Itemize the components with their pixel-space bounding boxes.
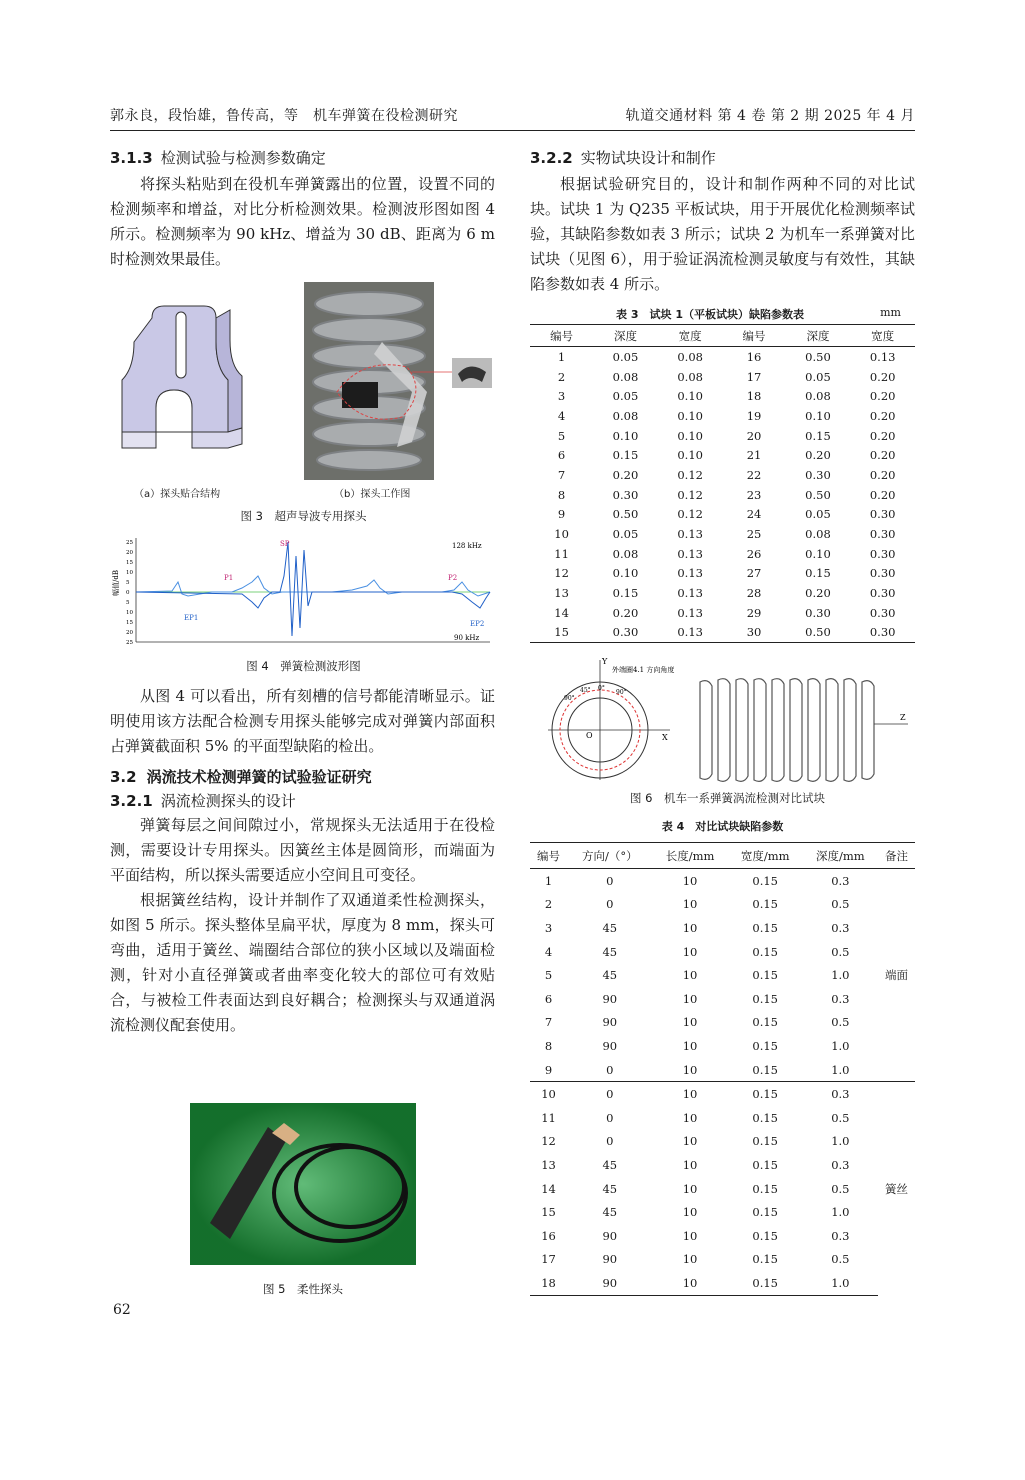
table-cell: 24 <box>746 507 762 522</box>
table-cell: 10 <box>682 873 698 888</box>
table-4-grid <box>530 842 915 1296</box>
table-cell: 90 <box>602 1252 618 1267</box>
table-cell: 0.15 <box>728 1058 803 1082</box>
table-cell: 0.30 <box>850 623 915 643</box>
figure-5 <box>190 1103 416 1303</box>
table-cell: 18 <box>746 389 762 404</box>
table-cell: 10 <box>682 1015 698 1030</box>
table-cell: 0.30 <box>805 605 831 620</box>
table-cell: 17 <box>541 1252 556 1267</box>
mark-ep1: EP1 <box>184 614 199 622</box>
table-cell: 11 <box>541 1110 556 1125</box>
table-cell: 0.3 <box>831 1157 850 1172</box>
table-cell: 0.15 <box>805 566 831 581</box>
label-128khz: 128 kHz <box>452 542 482 550</box>
angle-label: 45° <box>580 687 591 694</box>
table-cell: 22 <box>746 467 762 482</box>
table-cell: 0.3 <box>831 991 850 1006</box>
table-cell: 0.15 <box>752 897 778 912</box>
running-header-right: 轨道交通材料 第 4 卷 第 2 期 2025 年 4 月 <box>625 108 915 124</box>
table-cell: 0 <box>606 1110 614 1125</box>
y-tick-label: 10 <box>126 610 133 616</box>
table-cell: 0.12 <box>677 467 703 482</box>
figure-4-caption: 图 4 弹簧检测波形图 <box>246 659 361 673</box>
table-cell: 0.15 <box>752 944 778 959</box>
table-cell: 10 <box>682 920 698 935</box>
figure-6 <box>540 652 915 812</box>
table-cell: 9 <box>557 507 566 522</box>
figure-4 <box>112 536 495 676</box>
table-cell: 45 <box>602 1181 618 1196</box>
table-cell: 0.3 <box>831 920 850 935</box>
table-cell: 0.15 <box>752 1087 778 1102</box>
table-row <box>530 445 915 465</box>
table-row <box>530 505 915 525</box>
table-cell: 12 <box>541 1134 556 1149</box>
table-cell: 0.5 <box>831 1181 850 1196</box>
table-cell: 0.08 <box>612 408 639 423</box>
table-cell: 0.15 <box>805 428 831 443</box>
table-row <box>530 347 915 367</box>
table-cell: 0.3 <box>831 1228 850 1243</box>
table-cell: 0.10 <box>612 428 639 443</box>
mark-p2: P2 <box>448 574 458 582</box>
table-cell: 0.05 <box>805 369 831 384</box>
table-cell: 13 <box>541 1157 556 1172</box>
table-cell: 0.10 <box>677 408 703 423</box>
table-cell: 1 <box>544 873 553 888</box>
table-row <box>530 564 915 584</box>
table-cell: 14 <box>541 1181 556 1196</box>
table-row <box>530 544 915 564</box>
table-cell: 14 <box>554 605 569 620</box>
table-cell: 18 <box>530 1271 567 1295</box>
table-cell: 23 <box>746 487 762 502</box>
table-cell: 29 <box>746 605 762 620</box>
table-row <box>530 963 915 987</box>
figure-3a-label: （a）探头贴合结构 <box>134 489 221 500</box>
table-cell: 0.50 <box>805 487 831 502</box>
table-cell: 0.50 <box>612 507 639 522</box>
table-cell: 0.13 <box>677 566 703 581</box>
table-cell: 12 <box>554 566 569 581</box>
table-row <box>530 367 915 387</box>
figure-6-caption: 图 6 机车一系弹簧涡流检测对比试块 <box>630 791 825 805</box>
table-cell: 90 <box>602 1228 618 1243</box>
table-cell: 0.05 <box>805 507 831 522</box>
table-cell: 0.10 <box>677 389 703 404</box>
table-cell: 0.08 <box>805 389 831 404</box>
header-rule <box>110 130 915 131</box>
table-cell: 10 <box>652 1058 727 1082</box>
table-cell: 0.13 <box>677 605 703 620</box>
table-cell: 45 <box>602 1157 618 1172</box>
remark-cell: 簧丝 <box>884 1181 908 1196</box>
table-cell: 0.08 <box>612 546 639 561</box>
table-cell: 10 <box>682 1134 698 1149</box>
table-cell: 10 <box>652 1271 727 1295</box>
table-row <box>530 893 915 917</box>
section-3-2-1-heading: 3.2.1 涡流检测探头的设计 <box>110 792 296 810</box>
table-cell: 21 <box>746 448 762 463</box>
table-cell: 0.50 <box>805 349 831 364</box>
table-row <box>530 465 915 485</box>
table-cell: 0.20 <box>869 467 896 482</box>
table-cell: 0.10 <box>677 428 703 443</box>
table-cell: 0.13 <box>677 586 703 601</box>
table-cell: 0.30 <box>869 605 896 620</box>
probe-model-illustration <box>122 306 242 448</box>
table-cell: 10 <box>682 1205 698 1220</box>
table-3-grid <box>530 324 915 643</box>
table-cell: 19 <box>746 408 762 423</box>
axis-x: X <box>662 733 668 742</box>
table-3-caption: 表 3 试块 1（平板试块）缺陷参数表 <box>616 308 804 321</box>
table-cell: 0.12 <box>677 507 703 522</box>
table-cell: 20 <box>746 428 762 443</box>
table-row <box>530 1082 915 1106</box>
table-cell: 28 <box>746 586 762 601</box>
table-cell: 0.15 <box>752 1228 778 1243</box>
right-column <box>530 146 915 297</box>
table-cell: 10 <box>682 1252 698 1267</box>
angle-label: 90° <box>616 689 627 696</box>
running-header-left: 郭永良，段怡雄，鲁传高，等 机车弹簧在役检测研究 <box>110 108 458 124</box>
label-90khz: 90 kHz <box>454 634 480 642</box>
table-cell: 0.3 <box>831 873 850 888</box>
table-cell: 0.10 <box>677 448 703 463</box>
table-cell: 7 <box>544 1015 553 1030</box>
table-cell: 0.20 <box>805 448 831 463</box>
table-3-header: 深度 <box>786 325 851 347</box>
table-cell: 26 <box>746 546 762 561</box>
table-4-header: 编号 <box>530 843 567 869</box>
table-cell: 0.20 <box>869 389 896 404</box>
table-cell: 0.15 <box>752 1038 778 1053</box>
table-cell: 0.08 <box>805 527 831 542</box>
table-row <box>530 1011 915 1035</box>
table-cell: 0.13 <box>869 349 896 364</box>
table-row <box>530 1034 915 1058</box>
table-cell: 0 <box>567 1058 652 1082</box>
table-cell: 8 <box>544 1038 553 1053</box>
table-4-header: 长度/mm <box>652 843 727 869</box>
table-cell: 0.20 <box>612 467 639 482</box>
table-cell: 45 <box>602 1205 618 1220</box>
table-cell: 16 <box>746 349 762 364</box>
table-cell: 10 <box>682 897 698 912</box>
table-cell: 10 <box>682 1087 698 1102</box>
table-cell: 10 <box>682 944 698 959</box>
table-cell: 0.3 <box>831 1087 850 1102</box>
table-cell: 0.30 <box>869 527 896 542</box>
table-row <box>530 869 915 893</box>
table-row <box>530 485 915 505</box>
table-cell: 1.0 <box>831 968 850 983</box>
table-cell: 0.5 <box>831 897 850 912</box>
table-3-header: 深度 <box>593 325 658 347</box>
table-cell: 0.30 <box>593 623 658 643</box>
table-cell: 0.10 <box>805 408 831 423</box>
table-cell: 0.20 <box>869 408 896 423</box>
left-column <box>110 146 495 272</box>
table-cell: 0.15 <box>752 1181 778 1196</box>
table-cell: 5 <box>544 968 553 983</box>
table-cell: 90 <box>602 991 618 1006</box>
table-row <box>530 1106 915 1130</box>
remark-cell: 端面 <box>878 869 915 1082</box>
table-4-header: 深度/mm <box>803 843 878 869</box>
table-cell: 0.10 <box>612 566 639 581</box>
mark-top: SP <box>280 540 290 548</box>
table-cell: 0.12 <box>677 487 703 502</box>
table-cell: 0.15 <box>612 448 639 463</box>
table-cell: 0.20 <box>805 586 831 601</box>
table-3-header: 编号 <box>722 325 785 347</box>
section-3-2-2-heading: 3.2.2 实物试块设计和制作 <box>530 149 716 167</box>
table-cell: 10 <box>682 991 698 1006</box>
table-4-header: 方向/（°） <box>567 843 652 869</box>
y-tick-label: 5 <box>126 580 130 586</box>
table-cell: 1 <box>557 349 566 364</box>
figure-6-drawing <box>540 652 915 784</box>
table-cell: 4 <box>544 944 553 959</box>
table-cell: 9 <box>530 1058 567 1082</box>
page-number: 62 <box>113 1302 131 1318</box>
table-cell: 0.10 <box>805 546 831 561</box>
y-tick-label: 5 <box>126 600 130 606</box>
table-row <box>530 1177 915 1201</box>
table-cell: 0.20 <box>869 369 896 384</box>
table-cell: 10 <box>682 1110 698 1125</box>
y-axis-label: 幅值/dB <box>112 570 120 596</box>
table-cell: 0.15 <box>752 1110 778 1125</box>
table-cell: 16 <box>541 1228 556 1243</box>
table-cell: 1.0 <box>803 1271 878 1295</box>
section-3-2-heading: 3.2 涡流技术检测弹簧的试验验证研究 <box>110 768 372 786</box>
table-cell: 0.20 <box>869 448 896 463</box>
table-cell: 0.20 <box>869 428 896 443</box>
table-cell: 0.15 <box>612 586 639 601</box>
y-tick-label: 25 <box>126 540 133 546</box>
table-cell: 0.30 <box>869 507 896 522</box>
waveform-chart <box>112 536 495 646</box>
table-cell: 25 <box>746 527 762 542</box>
table-cell: 0.50 <box>786 623 851 643</box>
table-cell: 0.30 <box>869 546 896 561</box>
table-cell: 90 <box>602 1038 618 1053</box>
table-cell: 45 <box>602 968 618 983</box>
table-3-header: 宽度 <box>850 325 915 347</box>
table-cell: 0.15 <box>752 873 778 888</box>
table-cell: 0.30 <box>869 566 896 581</box>
table-cell: 0.08 <box>677 349 703 364</box>
table-cell: 15 <box>541 1205 556 1220</box>
table-cell: 8 <box>557 487 566 502</box>
table-row <box>530 987 915 1011</box>
table-cell: 0.30 <box>805 467 831 482</box>
table-cell: 0.13 <box>658 623 723 643</box>
table-cell: 1.0 <box>831 1038 850 1053</box>
spring-photo <box>304 282 492 480</box>
table-cell: 90 <box>602 1015 618 1030</box>
paragraph: 根据试验研究目的，设计和制作两种不同的对比试块。试块 1 为 Q235 平板试块，用于开展优化检测频率试验，其缺陷参数如表 3 所示；试块 2 为机车一系弹簧对比试块（见图 6），用于验证涡流检测灵敏度与有效性，其缺陷参数如表 4 所示。 <box>530 175 915 293</box>
table-cell: 0.13 <box>677 527 703 542</box>
table-cell: 0.05 <box>612 527 639 542</box>
table-cell: 27 <box>746 566 762 581</box>
table-cell: 0.5 <box>831 1015 850 1030</box>
y-tick-label: 25 <box>126 640 133 646</box>
mark-p1: P1 <box>224 574 234 582</box>
table-cell: 0.15 <box>752 1252 778 1267</box>
figure-5-caption: 图 5 柔性探头 <box>263 1282 343 1296</box>
table-cell: 10 <box>541 1087 556 1102</box>
table-row <box>530 623 915 643</box>
table-cell: 0 <box>606 1134 614 1149</box>
y-tick-label: 15 <box>126 620 133 626</box>
table-row <box>530 524 915 544</box>
table-3-unit: mm <box>880 306 901 319</box>
table-cell: 0.15 <box>752 1134 778 1149</box>
table-cell: 17 <box>746 369 762 384</box>
table-cell: 0.08 <box>612 369 639 384</box>
table-row <box>530 1200 915 1224</box>
y-tick-label: 0 <box>126 590 130 596</box>
table-cell: 45 <box>602 920 618 935</box>
table-cell: 10 <box>682 968 698 983</box>
table-cell: 0.5 <box>831 1252 850 1267</box>
angle-label: 0° <box>598 685 605 692</box>
table-cell: 1.0 <box>831 1134 850 1149</box>
table-4 <box>530 818 915 1296</box>
table-cell: 15 <box>530 623 593 643</box>
table-cell: 5 <box>557 428 566 443</box>
table-cell: 0.20 <box>612 605 639 620</box>
table-cell: 3 <box>544 920 553 935</box>
y-tick-label: 20 <box>126 630 133 636</box>
table-row <box>530 386 915 406</box>
table-row <box>530 426 915 446</box>
table-cell: 0.15 <box>728 1271 803 1295</box>
table-cell: 4 <box>557 408 566 423</box>
table-cell: 10 <box>682 1228 698 1243</box>
table-cell: 0.13 <box>677 546 703 561</box>
table-cell: 10 <box>682 1181 698 1196</box>
table-row <box>530 1130 915 1154</box>
table-cell: 10 <box>554 527 569 542</box>
table-row <box>530 1153 915 1177</box>
table-cell: 7 <box>557 467 566 482</box>
table-cell: 0.15 <box>752 920 778 935</box>
origin: O <box>586 731 593 740</box>
table-cell: 0.05 <box>612 349 639 364</box>
y-tick-label: 15 <box>126 560 133 566</box>
fig6-note: 外端圈4.1 方向角度 <box>612 666 675 674</box>
table-cell: 3 <box>557 389 566 404</box>
table-cell: 0.15 <box>752 1157 778 1172</box>
table-cell: 0.5 <box>831 1110 850 1125</box>
y-ticks <box>126 540 133 646</box>
table-cell: 0.30 <box>612 487 639 502</box>
table-cell: 2 <box>544 897 553 912</box>
table-row <box>530 1271 915 1295</box>
table-cell: 90 <box>567 1271 652 1295</box>
paragraph: 弹簧每层之间间隙过小，常规探头无法适用于在役检测，需要设计专用探头。因簧丝主体是圆筒形，而端面为平面结构，所以探头需要适应小空间且可变径。 <box>110 816 495 884</box>
table-cell: 2 <box>557 369 566 384</box>
table-cell: 13 <box>554 586 569 601</box>
table-cell: 0.15 <box>752 1205 778 1220</box>
axis-y: Y <box>602 657 608 666</box>
axis-z: Z <box>900 713 906 722</box>
paragraph: 将探头粘贴到在役机车弹簧露出的位置，设置不同的检测频率和增益，对比分析检测效果。检测波形图如图 4 所示。检测频率为 90 kHz、增益为 30 dB、距离为 6 m 时检测效果最佳。 <box>110 175 495 268</box>
table-cell: 0.05 <box>612 389 639 404</box>
table-row <box>530 1058 915 1082</box>
table-cell: 1.0 <box>803 1058 878 1082</box>
y-tick-label: 20 <box>126 550 133 556</box>
table-cell: 6 <box>557 448 566 463</box>
table-cell: 0.20 <box>869 487 896 502</box>
table-cell: 30 <box>722 623 785 643</box>
table-4-caption: 表 4 对比试块缺陷参数 <box>661 820 784 833</box>
table-cell: 6 <box>544 991 553 1006</box>
table-cell: 0.5 <box>831 944 850 959</box>
flexible-probe-photo <box>190 1103 416 1265</box>
table-cell: 45 <box>602 944 618 959</box>
table-cell: 0 <box>606 1087 614 1102</box>
table-cell: 10 <box>682 1157 698 1172</box>
table-cell: 1.0 <box>831 1205 850 1220</box>
paragraph: 根据簧丝结构，设计并制作了双通道柔性检测探头，如图 5 所示。探头整体呈扁平状，厚度为 8 mm，探头可弯曲，适用于簧丝、端圈结合部位的狭小区域以及端面检测，针对小直径弹簧或者曲率变化较大的部位可有效贴合，与被检工件表面达到良好耦合；检测探头与双通道涡流检测仪配套使用。 <box>110 891 495 1034</box>
table-cell: 11 <box>554 546 569 561</box>
table-row <box>530 603 915 623</box>
table-cell: 0.15 <box>752 1015 778 1030</box>
table-row <box>530 1248 915 1272</box>
table-4-header: 备注 <box>878 843 915 869</box>
figure-3 <box>112 282 495 527</box>
table-cell: 0 <box>606 873 614 888</box>
paragraph: 从图 4 可以看出，所有刻槽的信号都能清晰显示。证明使用该方法配合检测专用探头能够完成对弹簧内部面积占弹簧截面积 5% 的平面型缺陷的检出。 <box>110 687 495 755</box>
table-row <box>530 583 915 603</box>
mark-ep2: EP2 <box>470 620 485 628</box>
figure-3b-label: （b）探头工作图 <box>334 489 411 500</box>
angle-label: 90° <box>564 695 575 702</box>
table-cell: 0.15 <box>752 968 778 983</box>
table-3-header: 宽度 <box>658 325 723 347</box>
table-row <box>530 406 915 426</box>
left-column-lower <box>110 684 495 1038</box>
table-4-header: 宽度/mm <box>728 843 803 869</box>
table-row <box>530 916 915 940</box>
y-tick-label: 10 <box>126 570 133 576</box>
table-row <box>530 1224 915 1248</box>
table-3 <box>530 304 915 643</box>
table-cell: 10 <box>682 1038 698 1053</box>
table-3-header: 编号 <box>530 325 593 347</box>
table-cell: 0.30 <box>869 586 896 601</box>
spring-coils <box>700 679 874 782</box>
figure-3-caption: 图 3 超声导波专用探头 <box>240 509 367 523</box>
table-cell: 0.15 <box>752 991 778 1006</box>
section-3-1-3-heading: 3.1.3 检测试验与检测参数确定 <box>110 149 326 167</box>
table-cell: 0 <box>606 897 614 912</box>
table-row <box>530 940 915 964</box>
table-cell: 0.08 <box>677 369 703 384</box>
